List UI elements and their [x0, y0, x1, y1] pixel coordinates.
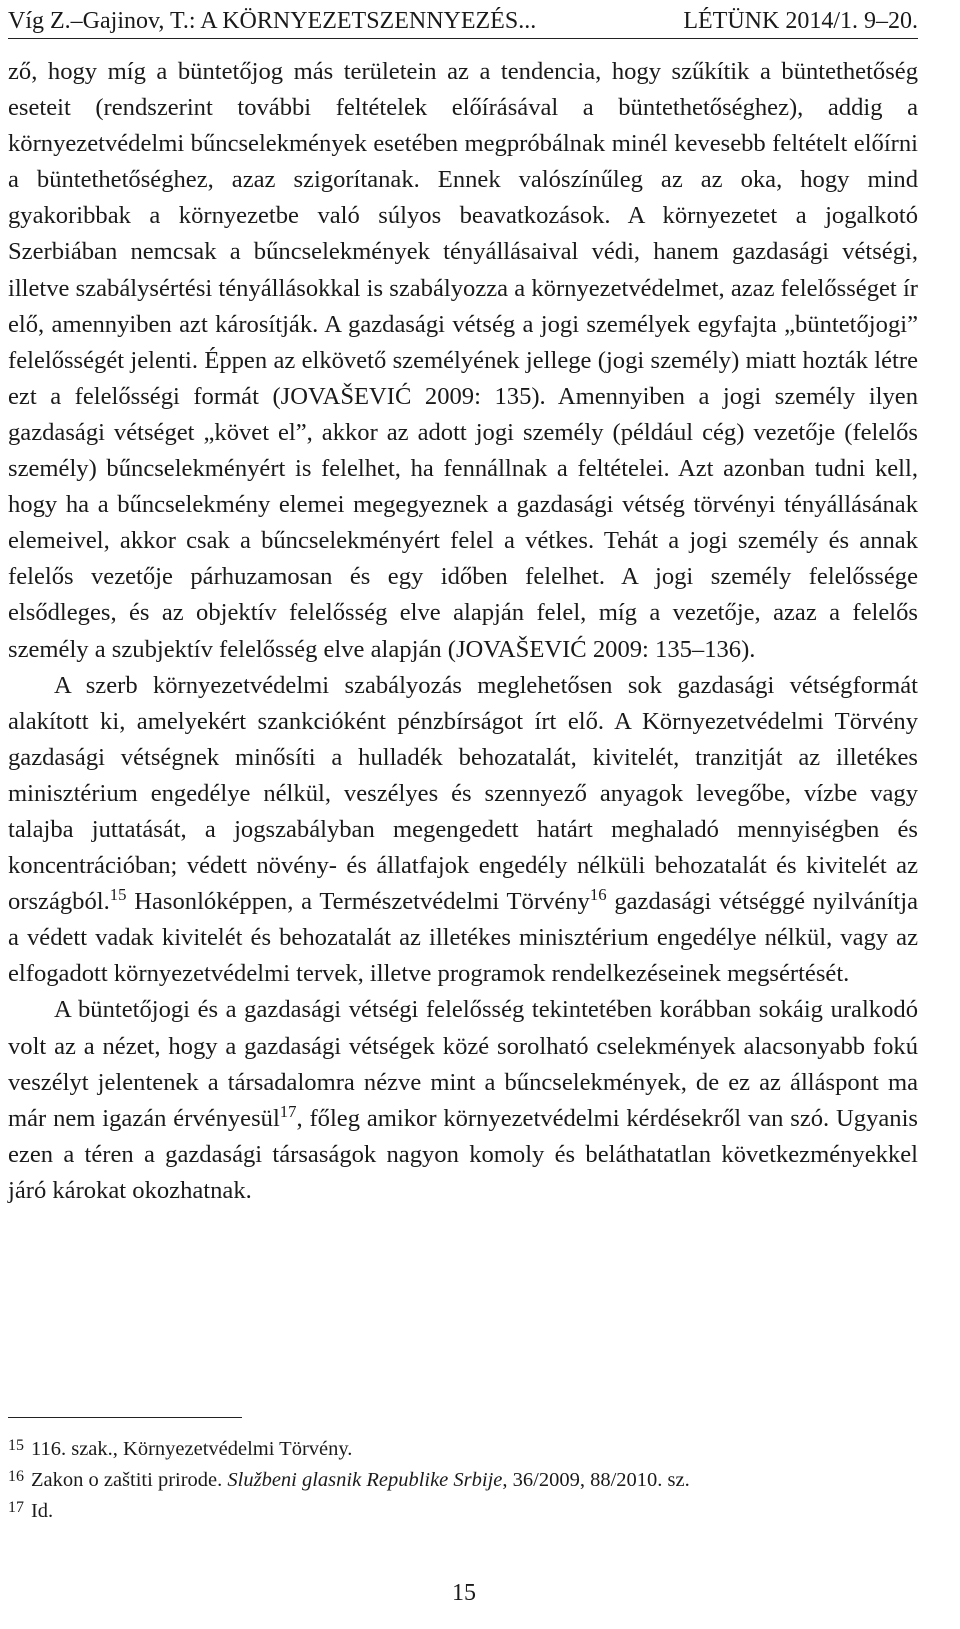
- footnote-source-title: Službeni glasnik Republike Srbije: [227, 1468, 503, 1491]
- footnote-ref-15[interactable]: 15: [109, 884, 127, 904]
- paragraph-2-text-a: A szerb környezetvédelmi szabályozás meglehetősen sok gazdasági vétségformát alakított ki, amelyekért szankcióként pénzbírságot írt elő. A Környezetvédelmi Törvény gazdasági vétségnek minősíti a hulladék behozatalát, kivitelét, tranzitját az illetékes minisztérium engedélye nélkül, veszélyes és szennyező anyagok levegőbe, vízbe vagy talajba juttatását, a jogszabályban megengedett határt meghaladó mennyiségben és koncentrációban; védett növény- és állatfajok engedély nélküli behozatalát és kivitelét az országból.: [8, 671, 918, 916]
- paragraph-3: [8, 992, 918, 1209]
- paragraph-2: [8, 668, 918, 993]
- footnote-ref-16[interactable]: 16: [589, 884, 607, 904]
- footnote-17: [8, 1494, 918, 1525]
- footnote-16: [8, 1463, 918, 1494]
- footnote-separator: [8, 1417, 242, 1418]
- footnote-text-after: , 36/2009, 88/2010. sz.: [502, 1468, 690, 1491]
- footnote-15: [8, 1432, 918, 1463]
- header-author-title: Víg Z.–Gajinov, T.: A KÖRNYEZETSZENNYEZÉS...: [8, 8, 537, 34]
- footnote-text: 116. szak., Környezetvédelmi Törvény.: [30, 1437, 353, 1460]
- page-number: 15: [452, 1580, 476, 1606]
- paragraph-2-text-c: gazdasági vétséggé nyilvánítja a védett vadak kivitelét és behozatalát az illetékes minisztérium engedélye nélkül, vagy az elfogadott környezetvédelmi tervek, illetve programok rendelkezéseinek megsértését.: [8, 888, 918, 988]
- footnote-number: 16: [8, 1467, 24, 1485]
- paragraph-2-text-b: Hasonlóképpen, a Természetvédelmi Törvény: [126, 888, 590, 916]
- paragraph-3-text-a: A büntetőjogi és a gazdasági vétségi felelősség tekintetében korábban sokáig uralkodó volt az a nézet, hogy a gazdasági vétségek közé sorolható cselekmények alacsonyabb fokú veszélyt jelentenek a társadalomra nézve mint a bűncselekmények, de ez az álláspont ma már nem igazán érvényesül: [8, 996, 918, 1132]
- header-journal-issue: LÉTÜNK 2014/1. 9–20.: [683, 8, 918, 34]
- main-text: [8, 54, 918, 1209]
- footnote-ref-17[interactable]: 17: [279, 1101, 297, 1121]
- paragraph-3-text-b: , főleg amikor környezetvédelmi kérdésekről van szó. Ugyanis ezen a téren a gazdasági társaságok nagyon komoly és beláthatatlan következményekkel járó károkat okozhatnak.: [8, 1104, 918, 1204]
- running-header: [8, 4, 918, 39]
- footnote-number: 15: [8, 1437, 24, 1454]
- footnote-text: Zakon o zaštiti prirode.: [30, 1468, 228, 1491]
- paragraph-1: ző, hogy míg a büntetőjog más területein az a tendencia, hogy szűkítik a büntethetőség eseteit (rendszerint további feltételek előírásával a büntethetőséghez), addig a környezetvédelmi bűncselekmények esetében megpróbálnak minél kevesebb feltételt előírni a büntethetőséghez, azaz szigorítanak. Ennek valószínűleg az az oka, hogy mind gyakoribbak a környezetbe való súlyos beavatkozások. A környezetet a jogalkotó Szerbiában nemcsak a bűncselekmények tényállásaival védi, hanem gazdasági vétségi, illetve szabálysértési tényállásokkal is szabályozza a környezetvédelmet, azaz felelősséget ír elő, amennyiben azt károsítják. A gazdasági vétség a jogi személyek egyfajta „büntetőjogi” felelősségét jelenti. Éppen az elkövető személyének jellege (jogi személy) miatt hozták létre ezt a felelősségi formát (JOVAŠEVIĆ 2009: 135). Amennyiben a jogi személy ilyen gazdasági vétséget „követ el”, akkor az adott jogi személy (például cég) vezetője (felelős személy) bűncselekményért is felelhet, ha fennállnak a feltételei. Azt azonban tudni kell, hogy ha a bűncselekmény elemei megegyeznek a gazdasági vétség törvényi tényállásának elemeivel, akkor csak a bűncselekményért felel a vétkes. Tehát a jogi személy és annak felelős vezetője párhuzamosan és egy időben felelhet. A jogi személy felelőssége elsődleges, és az objektív felelősség elve alapján felel, míg a vezetője, azaz a felelős személy a szubjektív felelősség elve alapján (JOVAŠEVIĆ 2009: 135–136).: [8, 58, 918, 663]
- footnote-text: Id.: [30, 1499, 54, 1522]
- footnotes: [8, 1432, 918, 1524]
- footnote-number: 17: [8, 1498, 24, 1516]
